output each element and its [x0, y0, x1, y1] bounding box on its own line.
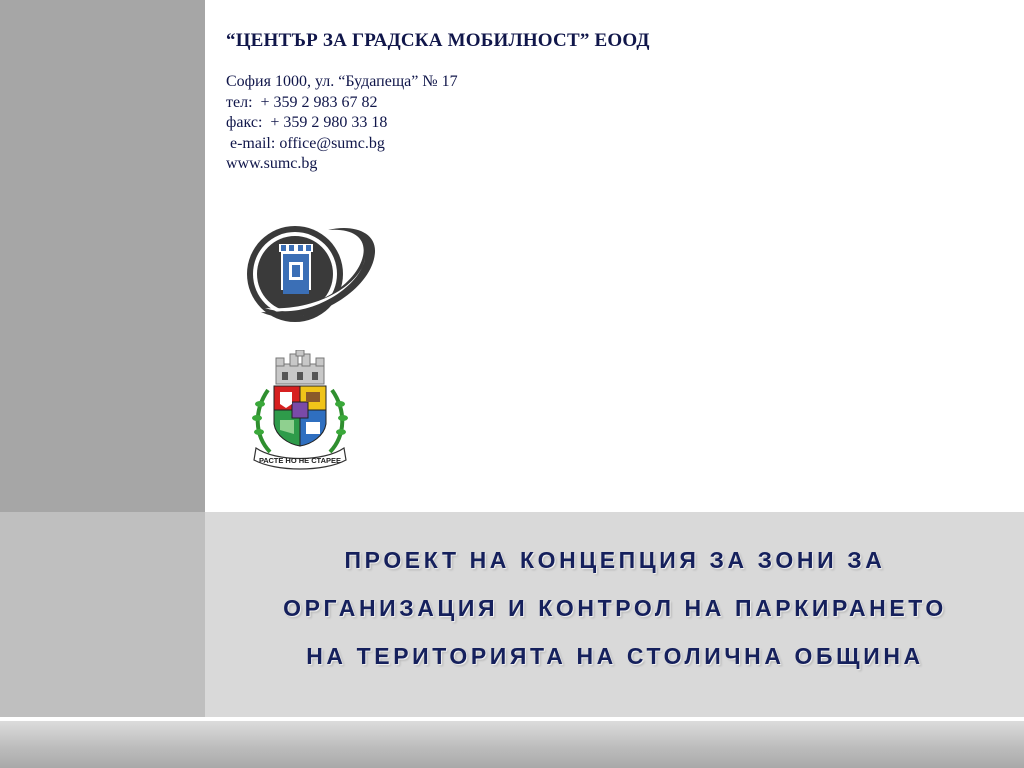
organization-name: “ЦЕНТЪР ЗА ГРАДСКА МОБИЛНОСТ” ЕООД — [226, 30, 650, 51]
bottom-gradient-band — [0, 721, 1024, 768]
title-line-1: ПРОЕКТ НА КОНЦЕПЦИЯ ЗА ЗОНИ ЗА — [344, 547, 886, 573]
coat-of-arms-motto: РАСТЕ НО НЕ СТАРЕЕ — [258, 456, 342, 465]
left-sidebar-lower-panel — [0, 512, 205, 717]
fax-line: факс: + 359 2 980 33 18 — [226, 114, 388, 131]
address-line: София 1000, ул. “Будапеща” № 17 — [226, 73, 458, 90]
project-title — [210, 536, 1020, 680]
phone-line: тел: + 359 2 983 67 82 — [226, 93, 378, 111]
organization-info — [226, 30, 926, 175]
email-link[interactable]: e-mail: office@sumc.bg — [226, 134, 385, 152]
website-link[interactable]: www.sumc.bg — [226, 155, 318, 172]
title-line-2: ОРГАНИЗАЦИЯ И КОНТРОЛ НА ПАРКИРАНЕТО — [283, 595, 947, 621]
title-line-3: НА ТЕРИТОРИЯТА НА СТОЛИЧНА ОБЩИНА — [306, 643, 924, 669]
left-sidebar-panel — [0, 0, 205, 512]
sumc-logo-icon — [243, 222, 378, 326]
coat-of-arms-icon — [246, 350, 354, 474]
